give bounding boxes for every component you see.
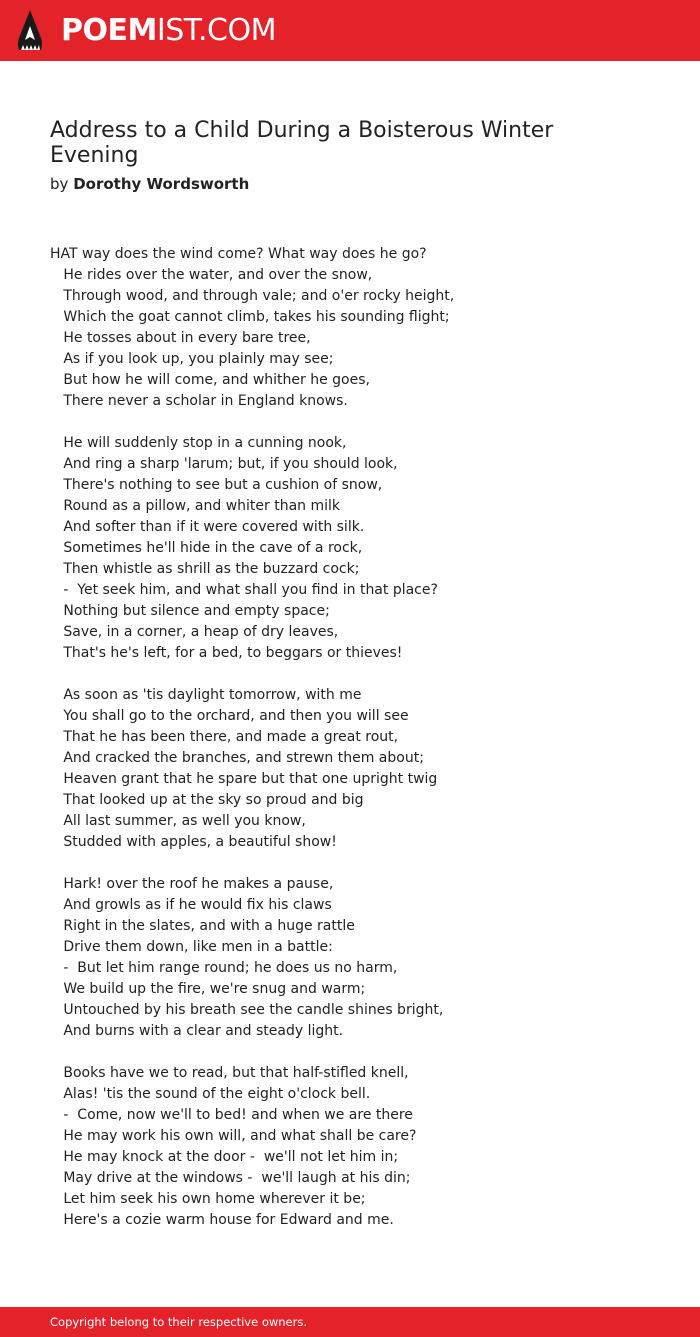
poem-line: Books have we to read, but that half-stifled knell, xyxy=(50,1065,409,1081)
stanza-break xyxy=(50,412,670,433)
poem-line: And burns with a clear and steady light. xyxy=(50,1023,344,1039)
poem-line: Let him seek his own home wherever it be; xyxy=(50,1191,366,1207)
poem-line: Heaven grant that he spare but that one upright twig xyxy=(50,771,438,787)
poem-line: Which the goat cannot climb, takes his sounding flight; xyxy=(50,309,450,325)
site-header xyxy=(0,0,700,61)
stanza-break xyxy=(50,1042,670,1063)
poem-line: Drive them down, like men in a battle: xyxy=(50,939,333,955)
poem-line: And cracked the branches, and strewn them about; xyxy=(50,750,424,766)
author-name: Dorothy Wordsworth xyxy=(73,175,250,193)
poem-body xyxy=(50,244,670,1231)
poem-line: He will suddenly stop in a cunning nook, xyxy=(50,435,347,451)
brand-strong: POEM xyxy=(61,13,157,48)
poem-title: Address to a Child During a Boisterous Winter Evening xyxy=(50,118,554,168)
poem-line: He may knock at the door - we'll not let him in; xyxy=(50,1149,399,1165)
poem-line: That's he's left, for a bed, to beggars or thieves! xyxy=(50,645,403,661)
stanza-break xyxy=(50,664,670,685)
poem-line: Here's a cozie warm house for Edward and me. xyxy=(50,1212,394,1228)
poem-line: Nothing but silence and empty space; xyxy=(50,603,330,619)
site-logo-link[interactable] xyxy=(17,10,276,52)
stanza-break xyxy=(50,853,670,874)
poem-line: All last summer, as well you know, xyxy=(50,813,306,829)
poem-line: That he has been there, and made a great rout, xyxy=(50,729,399,745)
poem-line: Untouched by his breath see the candle shines bright, xyxy=(50,1002,444,1018)
poem-line: And growls as if he would fix his claws xyxy=(50,897,332,913)
poem-line: But how he will come, and whither he goes, xyxy=(50,372,370,388)
poem-line: You shall go to the orchard, and then you will see xyxy=(50,708,409,724)
site-footer xyxy=(0,1307,700,1337)
poem-line: - Come, now we'll to bed! and when we are there xyxy=(50,1107,413,1123)
poem-line: As if you look up, you plainly may see; xyxy=(50,351,334,367)
poem-line: That looked up at the sky so proud and big xyxy=(50,792,364,808)
poem-line: HAT way does the wind come? What way does he go? xyxy=(50,246,427,262)
poem-line: Sometimes he'll hide in the cave of a rock, xyxy=(50,540,363,556)
poem-line: We build up the fire, we're snug and warm; xyxy=(50,981,366,997)
copyright-text: Copyright belong to their respective owners. xyxy=(50,1315,308,1329)
poem-line: And ring a sharp 'larum; but, if you should look, xyxy=(50,456,398,472)
by-label: by xyxy=(50,175,69,193)
poem-line: May drive at the windows - we'll laugh at his din; xyxy=(50,1170,411,1186)
poem-line: Save, in a corner, a heap of dry leaves, xyxy=(50,624,339,640)
poem-line: He tosses about in every bare tree, xyxy=(50,330,311,346)
poem-line: Alas! 'tis the sound of the eight o'clock bell. xyxy=(50,1086,371,1102)
byline xyxy=(50,174,249,194)
brand-light: IST.COM xyxy=(156,13,276,48)
poem-line: As soon as 'tis daylight tomorrow, with me xyxy=(50,687,362,703)
poem-line: Studded with apples, a beautiful show! xyxy=(50,834,337,850)
poem-line: Hark! over the roof he makes a pause, xyxy=(50,876,334,892)
poem-line: Then whistle as shrill as the buzzard cock; xyxy=(50,561,360,577)
poem-line: Right in the slates, and with a huge rattle xyxy=(50,918,355,934)
poem-line: Round as a pillow, and whiter than milk xyxy=(50,498,341,514)
poem-line: - Yet seek him, and what shall you find in that place? xyxy=(50,582,438,598)
poem-line: - But let him range round; he does us no harm, xyxy=(50,960,398,976)
poem-line: And softer than if it were covered with silk. xyxy=(50,519,365,535)
poem-line: There never a scholar in England knows. xyxy=(50,393,348,409)
poem-line: There's nothing to see but a cushion of snow, xyxy=(50,477,383,493)
pen-nib-icon xyxy=(17,10,43,52)
site-logo-text xyxy=(61,10,276,52)
poem-line: He rides over the water, and over the snow, xyxy=(50,267,373,283)
poem-line: Through wood, and through vale; and o'er rocky height, xyxy=(50,288,455,304)
poem-line: He may work his own will, and what shall be care? xyxy=(50,1128,417,1144)
